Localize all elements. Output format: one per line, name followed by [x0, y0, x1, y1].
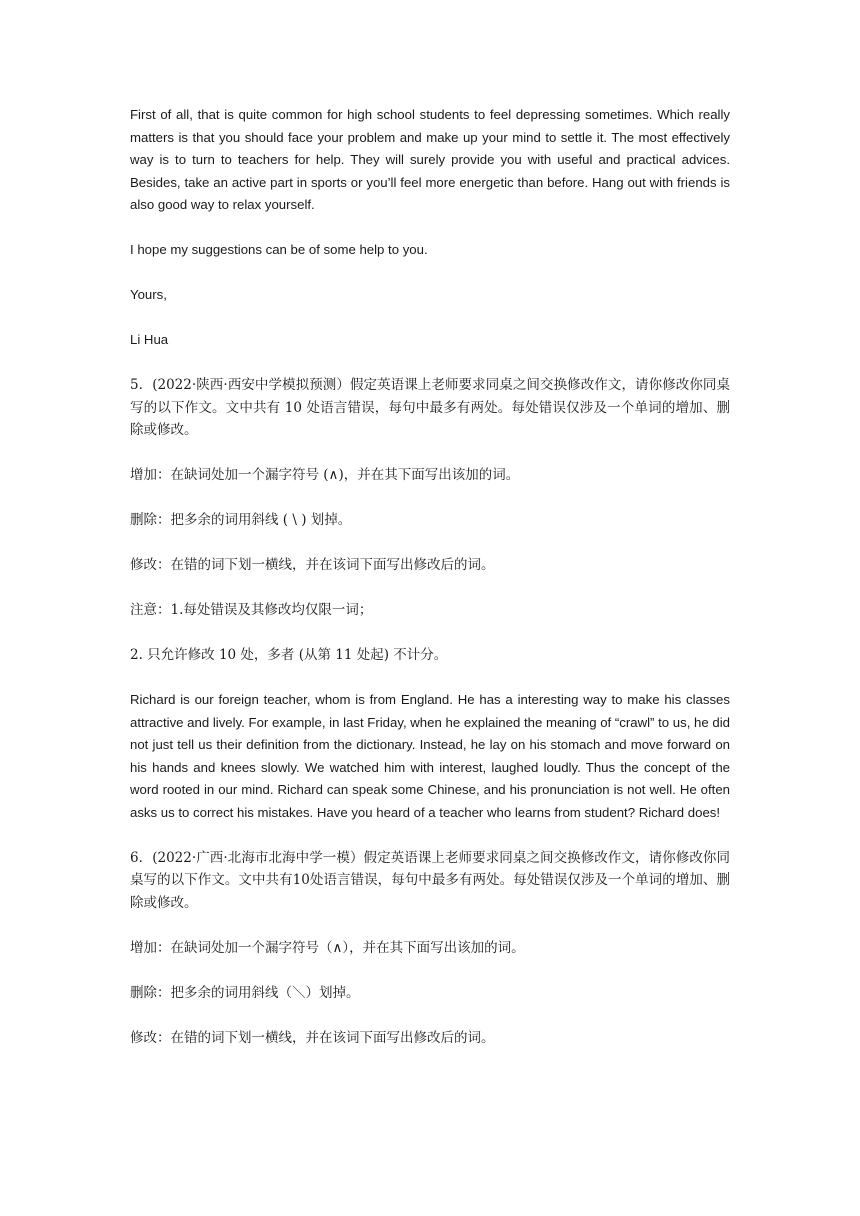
- question6-add-rule: 增加：在缺词处加一个漏字符号（∧），并在其下面写出该加的词。: [130, 939, 525, 956]
- question5-passage: Richard is our foreign teacher, whom is from England. He has a interesting way to make his classes attractive and lively. For example, in last Friday, when he explained the meaning of “crawl” to us, he did not just tell us their definition from the dictionary. Instead, he lay on his stomach and move forward on his hands and knees slowly. We watched him with interest, laughed loudly. Thus the concept of the word rooted in our mind. Richard can speak some Chinese, and his pronunciation is not well. He often asks us to correct his mistakes. Have you heard of a teacher who learns from student? Richard does!: [130, 692, 730, 820]
- question6-delete-rule: 删除：把多余的词用斜线（＼）划掉。: [130, 984, 360, 1001]
- question6-modify-rule: 修改：在错的词下划一横线，并在该词下面写出修改后的词。: [130, 1029, 495, 1046]
- question5-add-rule: 增加：在缺词处加一个漏字符号 (∧)，并在其下面写出该加的词。: [130, 467, 520, 483]
- letter-closing: I hope my suggestions can be of some help to you.: [130, 242, 428, 257]
- letter-body: First of all, that is quite common for high school students to feel depressing sometimes. Which really matters is that you should face your problem and make up your mind to settle it. The most effectively way is to turn to teachers for help. They will surely provide you with useful and practical advices. Besides, take an active part in sports or you’ll feel more energetic than before. Hang out with friends is also good way to relax yourself.: [130, 107, 730, 212]
- letter-signature: Li Hua: [130, 332, 169, 347]
- document-content: [130, 104, 730, 1072]
- question5-delete-rule: 删除：把多余的词用斜线 ( \ ) 划掉。: [130, 512, 352, 528]
- question6-prompt: 6．(2022·广西·北海市北海中学一模）假定英语课上老师要求同桌之间交换修改作文，请你修改你同桌写的以下作文。文中共有10处语言错误，每句中最多有两处。每处错误仅涉及一个单词的增加、删除或修改。: [130, 849, 730, 911]
- question5-note2: 2. 只允许修改 10 处，多者 (从第 11 处起) 不计分。: [130, 647, 448, 663]
- question5-prompt: 5．(2022·陕西·西安中学模拟预测）假定英语课上老师要求同桌之间交换修改作文，请你修改你同桌写的以下作文。文中共有 10 处语言错误，每句中最多有两处。每处错误仅涉及一个单词的增加、删 除或修改。: [130, 377, 730, 438]
- question5-note1: 注意：1.每处错误及其修改均仅限一词；: [130, 602, 373, 618]
- letter-signoff: Yours,: [130, 287, 167, 302]
- question5-modify-rule: 修改：在错的词下划一横线，并在该词下面写出修改后的词。: [130, 557, 495, 573]
